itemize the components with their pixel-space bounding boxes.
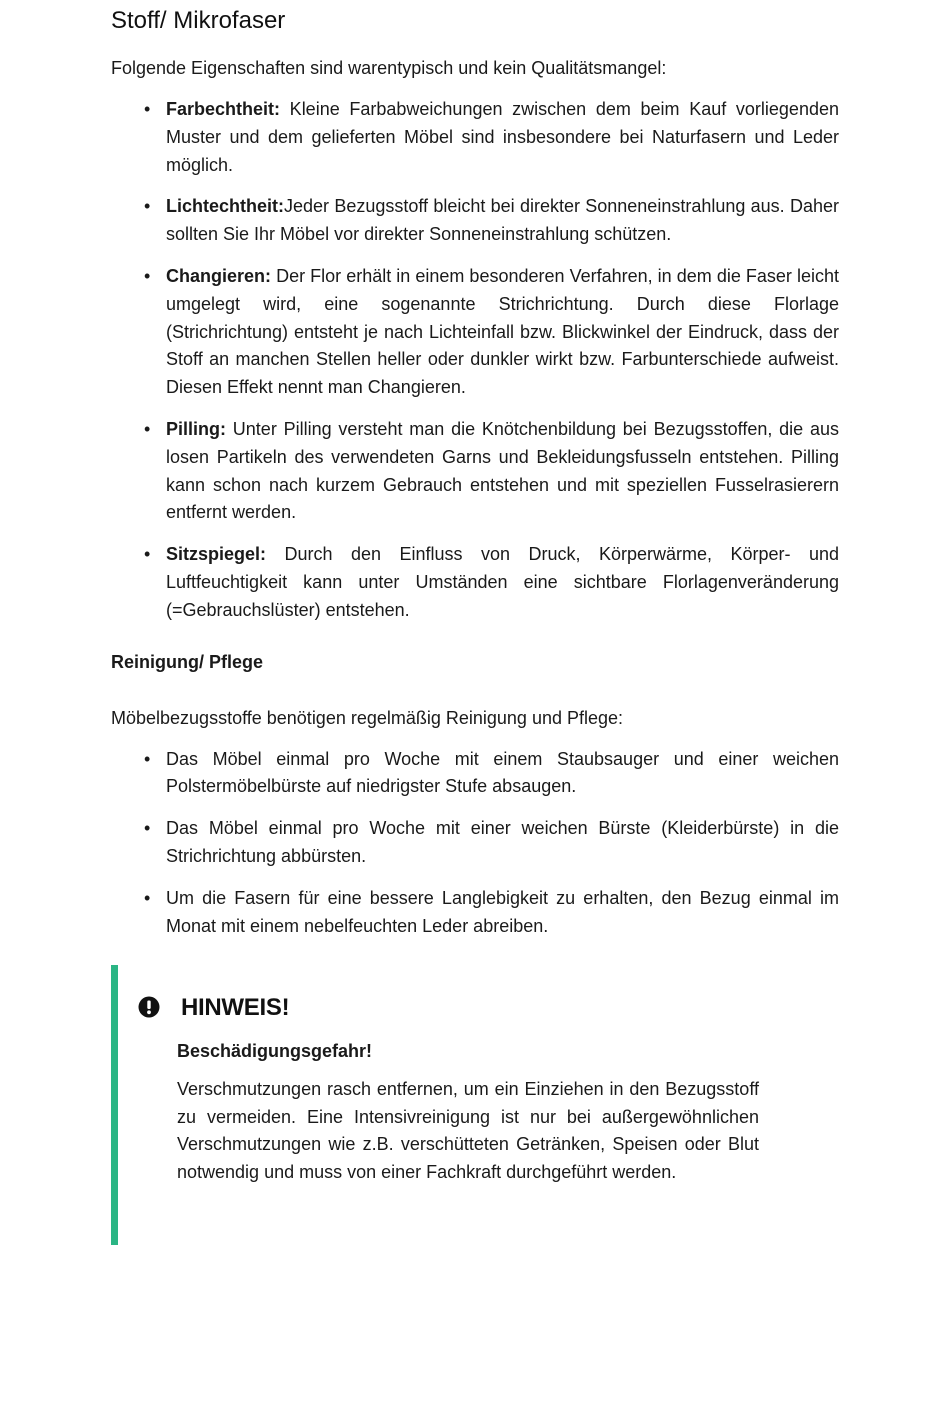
section-intro: Folgende Eigenschaften sind warentypisch und kein Qualitätsmangel: [111,58,667,78]
notice-box [111,965,778,1245]
care-item [111,746,839,802]
bullet-icon: • [144,265,151,286]
property-text: Unter Pilling versteht man die Knötchenbildung bei Bezugsstoffen, die aus losen Partikeln des verwendeten Garns und Bekleidungsfusseln entstehen. Pilling kann schon nach kurzem Gebrauch entstehen und mit speziellen Fusselrasierern entfernt werden. [166,418,839,523]
list-item-lichtechtheit [111,193,839,249]
bullet-icon: • [144,887,151,908]
care-item-text: Um die Fasern für eine bessere Langlebigkeit zu erhalten, den Bezug einmal im Monat mit einem nebelfeuchten Leder abreiben. [166,887,839,936]
document-page [111,0,839,940]
property-term: Pilling: [166,418,226,439]
exclamation-circle-icon [138,996,160,1018]
property-text: Jeder Bezugsstoff bleicht bei direkter Sonneneinstrahlung aus. Daher sollten Sie Ihr Möbel vor direkter Sonneneinstrahlung schützen. [166,196,839,245]
notice-subtitle: Beschädigungsgefahr! [177,1041,373,1061]
bullet-icon: • [144,418,151,439]
notice-title: HINWEIS! [181,994,290,1021]
list-item-sitzspiegel [111,541,839,624]
list-item-pilling [111,416,839,527]
bullet-icon: • [144,99,151,119]
bullet-icon: • [144,818,151,839]
section-title: Stoff/ Mikrofaser [111,7,286,34]
bullet-icon: • [144,544,151,565]
properties-list [111,96,839,625]
property-term: Lichtechtheit: [166,196,285,217]
care-heading: Reinigung/ Pflege [111,651,264,672]
property-text: Kleine Farbabweichungen zwischen dem beim Kauf vorliegenden Muster und dem gelieferten Möbel sind insbesondere bei Naturfasern und Leder möglich. [166,99,839,175]
property-term: Sitzspiegel: [166,544,267,565]
property-term: Farbechtheit: [166,99,281,119]
care-item [111,815,839,871]
bullet-icon: • [144,196,151,217]
list-item-farbechtheit [111,96,839,179]
property-term: Changieren: [166,265,272,286]
care-item [111,885,839,941]
care-item-text: Das Möbel einmal pro Woche mit einer weichen Bürste (Kleiderbürste) in die Strichrichtung abbürsten. [166,818,839,866]
care-item-text: Das Möbel einmal pro Woche mit einem Staubsauger und einer weichen Polstermöbelbürste auf niedrigster Stufe absaugen. [166,748,839,797]
property-text: Durch den Einfluss von Druck, Körperwärme, Körper- und Luftfeuchtigkeit kann unter Umständen eine sichtbare Florlagenveränderung (=Gebrauchslüster) entstehen. [166,544,839,620]
care-intro: Möbelbezugsstoffe benötigen regelmäßig Reinigung und Pflege: [111,707,624,728]
list-item-changieren [111,263,839,402]
bullet-icon: • [144,748,151,769]
care-list [111,746,839,941]
notice-body: Verschmutzungen rasch entfernen, um ein Einziehen in den Bezugsstoff zu vermeiden. Eine Intensivreinigung ist nur bei außergewöhnlichen Verschmutzungen wie z.B. verschütteten Getränken, Speisen oder Blut notwendig und muss von einer Fachkraft durchgeführt werden. [177,1079,759,1182]
property-text: Der Flor erhält in einem besonderen Verfahren, in dem die Faser leicht umgelegt wird, eine sogenannte Strichrichtung. Durch diese Florlage (Strichrichtung) entsteht je nach Lichteinfall bzw. Blickwinkel der Eindruck, dass der Stoff an manchen Stellen heller oder dunkler wirkt bzw. Farbunterschiede aufweist. Diesen Effekt nennt man Changieren. [166,265,839,398]
